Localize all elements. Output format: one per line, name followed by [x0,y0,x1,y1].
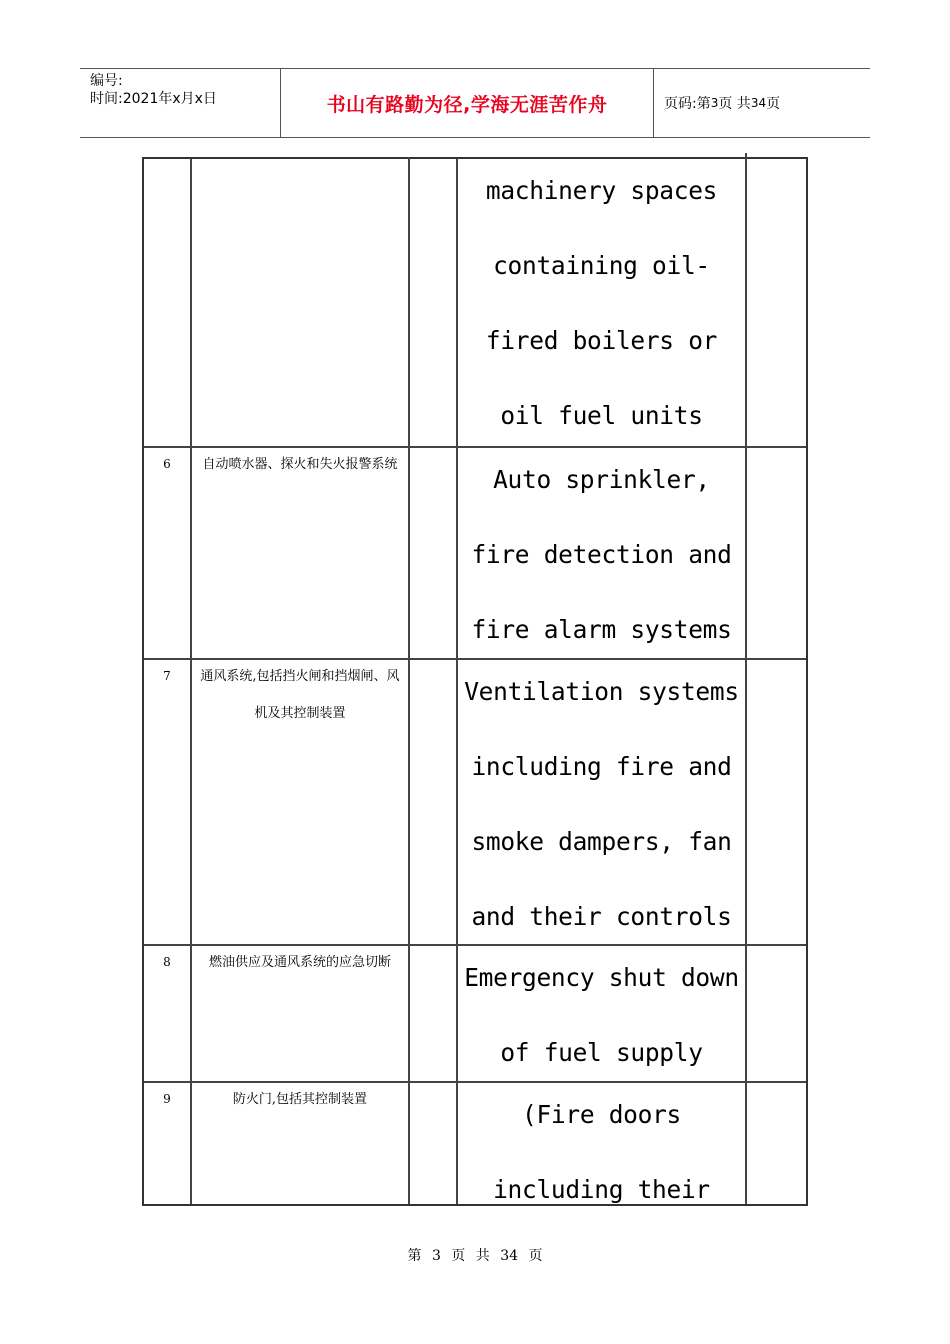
row-chinese-text: 燃油供应及通风系统的应急切断 [192,944,410,1081]
row-english-text: Auto sprinkler, fire detection and fire alarm systems [458,442,747,658]
header-info [80,69,281,137]
empty-cell [410,159,458,446]
table-row [144,1081,806,1204]
empty-cell [747,946,806,1081]
page-label: 页码:第 [664,96,711,112]
table-row [144,944,806,1081]
empty-cell [410,1083,458,1204]
empty-cell [747,159,806,446]
row-number: 7 [144,660,192,944]
empty-cell [410,660,458,944]
table-row [144,658,806,944]
page-end: 页 [766,96,781,112]
empty-cell [747,448,806,658]
header-motto-cell [281,69,654,137]
row-chinese-text: 防火门,包括其控制装置 [192,1081,410,1204]
page-number: 3 [710,96,719,110]
row-english-text: machinery spaces containing oil- fired boilers or oil fuel units [458,153,747,446]
row-english-text: Emergency shut down of fuel supply [458,940,747,1081]
item-table [142,157,808,1206]
empty-cell [410,448,458,658]
header-page-info [654,69,870,137]
motto: 书山有路勤为径,学海无涯苦作舟 [326,93,608,116]
row-english-text: Ventilation systems including fire and smoke dampers, fan and their controls [458,654,747,944]
row-number [144,159,192,446]
date-label: 时间:2021年x月x日 [90,91,217,107]
empty-cell [410,946,458,1081]
row-english-text: (Fire doors including their [458,1077,747,1204]
row-chinese-text: 自动喷水器、探火和失火报警系统 [192,446,410,658]
table-row [144,159,806,446]
empty-cell [747,1083,806,1204]
row-chinese-text [192,157,410,446]
page-total: 34 [750,96,767,110]
table-row [144,446,806,658]
row-number: 9 [144,1083,192,1204]
empty-cell [747,660,806,944]
page-header [80,68,870,138]
row-number: 6 [144,448,192,658]
page-mid: 页 共 [718,96,751,112]
row-chinese-text: 通风系统,包括挡火闸和挡烟闸、风机及其控制装置 [192,658,410,944]
page-footer: 第 3 页 共 34 页 [407,1248,543,1264]
row-number: 8 [144,946,192,1081]
number-label: 编号: [90,73,123,89]
